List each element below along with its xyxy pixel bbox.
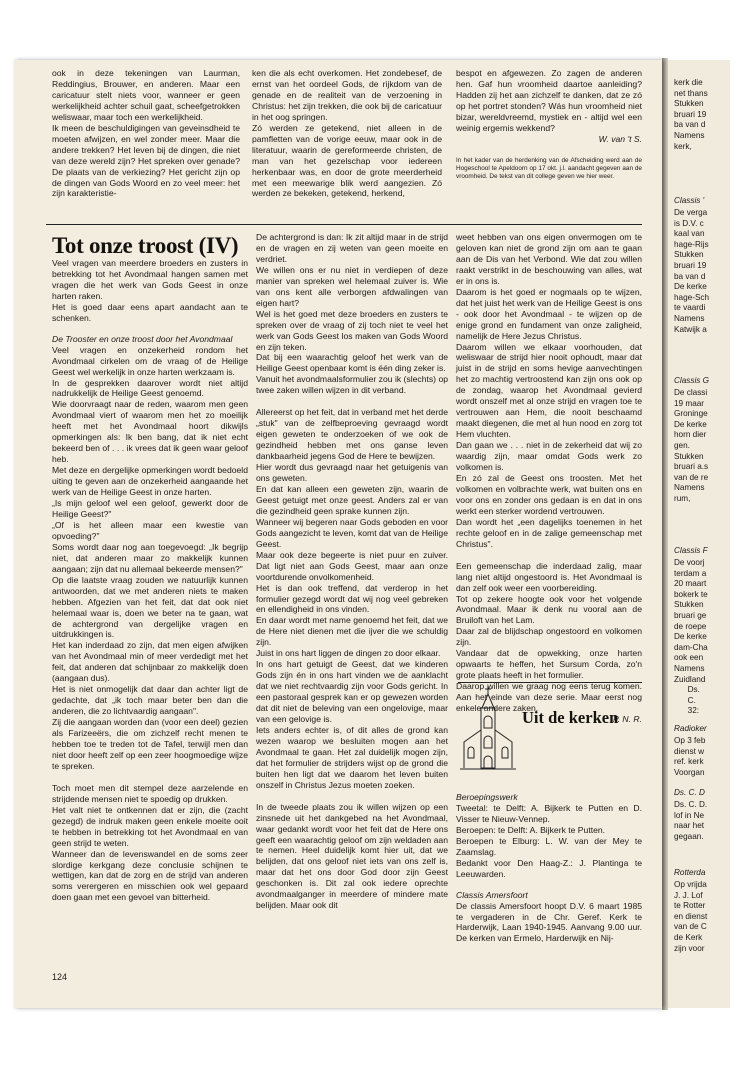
church-icon <box>460 684 516 780</box>
top-signature: W. van 't S. <box>598 133 642 144</box>
article-column-2 <box>256 232 448 911</box>
kerken-divider <box>458 682 642 683</box>
facing-page-text-1: kerk die net thans Stukken bruari 19 ba van d Namens kerk, <box>674 78 708 151</box>
facing-page-text-4: De voorj terdam a 20 maart bokerk te Stukken bruari ge de roepe De kerke dam-Cha ook een Namens Zuidland Ds. C. 32: <box>674 558 708 716</box>
top-column-2 <box>252 68 442 199</box>
article-column-2-body-3: In de tweede plaats zou ik willen wijzen op een zinsnede uit het dankgebed na het Avondmaal, waar gedankt wordt voor het feit dat de Here ons geeft een waarachtig geloof om zijn weldaden aan te nemen. Heel duidelijk komt hier uit, dat we belijden, dat ons geloof niet iets van ons zelf is, maar dat het ons door God door zijn Geest geschonken is. Dit zal ook iedere oprechte avondmaalganger in meerdere of mindere mate belijden. Maar ook dit <box>256 801 448 911</box>
facing-page-heading-6: Ds. C. D <box>674 788 705 797</box>
facing-page-heading-2: Classis ' <box>674 196 705 205</box>
facing-page-text-2: De verga is D.V. c kaal van hage-Rijs Stukken bruari 19 ba van d De kerke hage-Sch te vaardi Namens Katwijk a <box>674 208 710 334</box>
top-column-1-text: ook in deze tekeningen van Laurman, Reddingius, Brouwer, en anderen. Maar een caricatuur stelt niets voor, wanneer er geen werkelijkheid achter schuil gaat, scheefgetrokken weliswaar, maar toch een werkelijkheid. Ik meen de beschuldigingen van geveinsdheid te moeten afwijzen, en wel zonder meer. Maar die andere trekken? Het leven bij de dingen, die niet van deze wereld zijn? Het spreken over genade? De plaats van de verkiezing? Het gericht zijn op de dingen van Gods Woord en zo veel meer: het zijn karakteristie- <box>52 68 240 199</box>
facing-page-text-6: Ds. C. D. lof in Ne naar het gegaan. <box>674 800 708 841</box>
article-signature: P. N. R. <box>613 713 642 724</box>
facing-page-heading-3: Classis G <box>674 376 710 385</box>
facing-page <box>668 60 730 1008</box>
facing-page-text-7: Op vrijda J. J. Lof te Rotter en dienst van de C de Kerk zijn voor <box>674 880 708 953</box>
article-intro: Veel vragen van meerdere broeders en zusters in betrekking tot het Avondmaal hangen samen met vragen die het werk van Gods Geest in onze harten raken. Het is goed daar eens apart aandacht aan te schenken. <box>52 258 248 323</box>
kerken-title: Uit de kerken <box>522 708 619 727</box>
article-column-2-body-2: Allereerst op het feit, dat in verband met het derde „stuk" van de zelfbeproeving gevraagd wordt eigen geweten te onderzoeken of we ook de gezindheid hebben met ons ganse leven dankbaarheid jegens God de Here te bewijzen. Hier wordt dus gevraagd naar het getuigenis van ons geweten. En dat kan alleen een geweten zijn, waarin de Geest getuigt met onze geest. Anders zal er van die gezindheid geen sprake kunnen zijn. Wanneer wij begeren naar Gods geboden en voor Gods aangezicht te leven, komt dat van de Heilige Geest. Maar ook deze begeerte is niet puur en zuiver. Dat ligt niet aan Gods Geest, maar aan onze voortdurende onvolkomenheid. Het is dan ook treffend, dat verderop in het formulier gezegd wordt dat wij nog veel gebreken en ellendigheid in ons vinden. En daar wordt met name genoemd het feit, dat we de Here niet dienen met die ijver die we schuldig zijn. Juist in ons hart liggen de dingen zo door elkaar. In ons hart getuigt de Geest, dat we kinderen Gods zijn én in ons hart vinden we de aanklacht dat we niet rechtvaardig zijn voor Gods gericht. In een pastoraal gesprek kan er op gewezen worden dat dit niet de beleving van een ongelovige, maar van een gelovige is. Iets anders echter is, of dit alles de grond kan wezen waarop we besluiten mogen aan het Avondmaal te gaan. Het zal duidelijk mogen zijn, dat het formulier de strijders wijst op de grond die buiten hen ligt dat we daarom het leven buiten onszelf in Christus Jezus moeten zoeken. <box>256 407 448 790</box>
article-title: Tot onze troost (IV) <box>52 233 239 258</box>
kerken-column <box>456 792 642 944</box>
article-column-1-body-2: Toch moet men dit stempel deze aarzelende en strijdende mensen niet te spoedig op drukken. Het valt niet te ontkennen dat er zijn, die (zacht gezegd) de indruk maken geen enkele moeite ooit te hebben in betrekking tot het Avondmaal en van geen strijd te weten. Wanneer dan de levenswandel en de soms zeer slordige kerkgang deze conclusie schijnen te wettigen, kan dat de zorg en de strijd van anderen soms verergeren en misschien ook wel gepaard doen gaan met een gevoel van bitterheid. <box>52 782 248 903</box>
top-column-2-text: ken die als echt overkomen. Het zondebesef, de ernst van het oordeel Gods, de rijkdom van de genade en de realiteit van de verzoening in Christus: het zijn trekken, die ook bij de caricatuur in het oog springen. Zó werden ze getekend, niet alleen in de pamfletten van de vorige eeuw, maar ook in de literatuur, waarin de gereformeerde christen, de man van het gezelschap voor iedereen herkenbaar was, en door de grote meerderheid met een meewarige blik werd aangezien. Zó werden ze bekeken, getekend, herkend, <box>252 68 442 199</box>
article-column-1-body: Veel vragen en onzekerheid rondom het Avondmaal cirkelen om de vraag of de Heilige Geest wel werkelijk in onze harten werkzaam is. In de gesprekken daarover wordt niet altijd nadrukkelijk de Heilige Geest genoemd. Wie doorvraagt naar de reden, waarom men geen Avondmaal viert of waarom men het zo moeilijk heeft met het Avondmaal hoort dikwijls opmerkingen als: Ik ben bang, dat ik niet echt bekeerd ben of . . . ik vrees dat ik geen waar geloof heb. Met deze en dergelijke opmerkingen wordt bedoeld uiting te geven aan de onzekerheid aangaande het werk van de Heilige Geest in onze harten. „Is mijn geloof wel een geloof, gewerkt door de Heilige Geest?" „Of is het alleen maar een kwestie van opvoeding?" Soms wordt daar nog aan toegevoegd: „Ik begrijp niet, dat anderen maar zo makkelijk kunnen aangaan; zijn dat nu allemaal bekeerde mensen?" Op die laatste vraag zouden we natuurlijk kunnen antwoorden, dat we met anderen niets te maken hebben. Afgezien van het feit, dat dat ook niet helemaal waar is, doen we beter na te gaan, wat de achtergrond van dergelijke vragen en uitdrukkingen is. Het kan inderdaad zo zijn, dat men eigen afwijken van het Avondmaal min of meer verdedigt met het feit, dat anderen dat schijnbaar zo makkelijk doen (aangaan dus). Het is niet onmogelijk dat daar dan achter ligt de gedachte, dat „ik toch maar beter ben dan die anderen, die zo lichtvaardig aangaan". Zij die aangaan worden dan (voor een deel) gezien als Farizeeërs, die om zichzelf recht menen te hebben toe te treden tot de Tafel, terwijl men dan niet door heeft zelf op een zeer hoogmoedige wijze te spreken. <box>52 344 248 771</box>
facing-page-text-5: Op 3 feb dienst w ref. kerk Voorgan <box>674 736 706 777</box>
facing-page-heading-7: Rotterda <box>674 868 706 877</box>
article-column-2-body: De achtergrond is dan: Ik zit altijd maar in de strijd en de vragen en zij weten van geen moeite en verdriet. We willen ons er nu niet in verdiepen of deze manier van spreken wel helemaal zuiver is. Wie van ons kent alle verborgen afdwalingen van eigen hart? Wel is het goed met deze broeders en zusters te spreken over de vraag of zij toch niet te veel het werk van Gods Geest los maken van Gods Woord en zijn teken. Dat bij een waarachtig geloof het werk van de Heilige Geest openbaar komt is één ding zeker is. Vanuit het avondmaalsformulier zou ik (slechts) op twee zaken willen wijzen in dit verband. <box>256 232 448 396</box>
facing-page-heading-4: Classis F <box>674 546 708 555</box>
top-column-3-text: bespot en afgewezen. Zo zagen de anderen hen. Gaf hun vroomheid daartoe aanleiding? Hadden zij het aan zichzelf te danken, dat ze zó op het portret stonden? Wás hun vroomheid niet bizar, wereldvreemd, mystiek en - altijd wel een weinig ergernis wekkend? <box>456 68 642 133</box>
page-number: 124 <box>52 972 68 982</box>
section-divider <box>46 224 642 225</box>
classis-heading: Classis Amersfoort <box>456 889 528 900</box>
article-column-3 <box>456 232 642 725</box>
beroepingswerk-text: Tweetal: te Delft: A. Bijkerk te Putten en D. Visser te Nieuw-Vennep. Beroepen: te Delft: A. Bijkerk te Putten. Beroepen te Elburg: L. W. van der Mey te Zaamslag. Bedankt voor Den Haag-Z.: J. Plantinga te Leeuwarden. <box>456 802 642 879</box>
article-column-3-body: weet hebben van ons eigen onvermogen om te geloven kan niet de grond zijn om aan te gaan aan de Dis van het Verbond. Wie dat zou willen raakt verstrikt in de beschouwing van alles, wat er in ons is. Daarom is het goed er nogmaals op te wijzen, dat het juist het werk van de Heilige Geest is ons - ook door het Avondmaal - te wijzen op de enige grond en fundament van onze zaligheid, namelijk de Here Jezus Christus. Daarom willen we elkaar voorhouden, dat weliswaar de strijd hier nooit ophoudt, maar dat juist in de strijd en soms hevige aanvechtingen het zo machtig vertroostend kan zijn ons ook op de zondag, waarop het Avondmaal gevierd wordt onszelf met al onze strijd en vragen toe te vertrouwen aan Hem, die nooit beschaamd maakt diegenen, die met al hun nood en zorg tot Hem vluchten. Dan gaan we . . . niet in de zekerheid dat wij zo waardig zijn, maar omdat Gods werk zo volkomen is. En zó zal de Geest ons troosten. Met het volkomen en volbrachte werk, wat buiten ons en voor ons en zonder ons gedaan is en dat in ons werkt een sterker wordend vertrouwen. Dan wordt het „een dagelijks toenemen in het rechte geloof en in de zalige gemeenschap met Christus". <box>456 232 642 549</box>
facing-page-heading-5: Radioker <box>674 724 707 733</box>
classis-text: De classis Amersfoort hoopt D.V. 6 maart 1985 te vergaderen in de Chr. Geref. Kerk te Harderwijk, Laan 1940-1945. Aanvang 9.00 uur. De kerken van Ermelo, Harderwijk en Nij- <box>456 900 642 944</box>
beroepingswerk-heading: Beroepingswerk <box>456 792 518 802</box>
kerken-section-header <box>458 682 642 780</box>
article-column-1 <box>52 258 248 903</box>
facing-page-text-3: De classi 19 maar Groninge De kerke horn dier gen. Stukken bruari a.s van de re Namens rum, <box>674 388 709 503</box>
top-column-3 <box>456 68 642 181</box>
top-column-3-note: In het kader van de herdenking van de Afscheiding werd aan de Hogeschool te Apeldoorn op 17 okt. j.l. aandacht gegeven aan de vroomheid. De tekst van dit college geven we hier weer. <box>456 156 642 180</box>
article-column-3-body-2: Een gemeenschap die inderdaad zalig, maar lang niet altijd ongestoord is. Het Avondmaal is dan zelf ook weer een voorbereiding. Tot op zekere hoogte ook voor het volgende Avondmaal. Maar ik denk nu vooral aan de Bruiloft van het Lam. Daar zal de blijdschap ongestoord en volkomen zijn. Vandaar dat de opwekking, onze harten opwaarts te heffen, het Sursum Corda, zo'n grote plaats heeft in het formulier. Daarop willen we graag nog eens terug komen. Aan het einde van deze serie. Maar eerst nog enkele andere zaken. <box>456 560 642 714</box>
article-subheading: De Trooster en onze troost door het Avondmaal <box>52 333 233 344</box>
top-column-1 <box>52 68 240 199</box>
